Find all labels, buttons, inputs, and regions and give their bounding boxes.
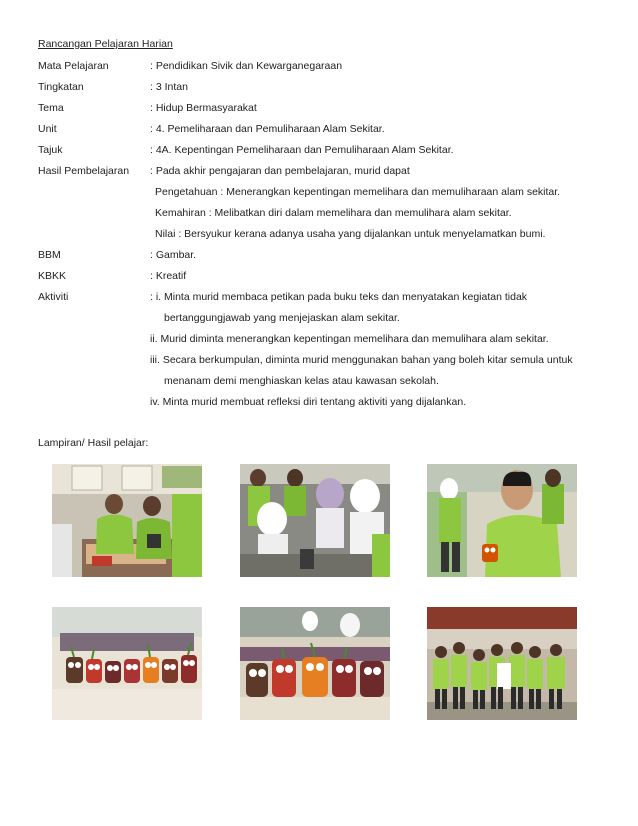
activity-line: menanam demi menghiaskan kelas atau kawasan sekolah. bbox=[164, 375, 439, 387]
field-label: Hasil Pembelajaran bbox=[38, 165, 130, 177]
outcome-skill: Kemahiran : Melibatkan diri dalam memelihara dan memulihara alam sekitar. bbox=[155, 207, 512, 219]
photo-group-portrait bbox=[427, 607, 577, 720]
field-label: Unit bbox=[38, 123, 57, 135]
activity-line: iii. Secara berkumpulan, diminta murid menggunakan bahan yang boleh kitar semula untuk bbox=[150, 354, 573, 366]
field-value: : 4A. Kepentingan Pemeliharaan dan Pemuliharaan Alam Sekitar. bbox=[150, 144, 454, 156]
photo-planters-row bbox=[52, 607, 202, 720]
field-label: Tingkatan bbox=[38, 81, 84, 93]
document-title: Rancangan Pelajaran Harian bbox=[38, 38, 173, 50]
attachments-label: Lampiran/ Hasil pelajar: bbox=[38, 437, 149, 449]
photo-planters-closeup bbox=[240, 607, 390, 720]
field-value: : Gambar. bbox=[150, 249, 197, 261]
photo-students-at-table bbox=[52, 464, 202, 577]
field-value: : Pada akhir pengajaran dan pembelajaran, murid dapat bbox=[150, 165, 410, 177]
field-value: : Kreatif bbox=[150, 270, 187, 282]
field-value: : Hidup Bermasyarakat bbox=[150, 102, 257, 114]
activity-line: ii. Murid diminta menerangkan kepentingan memelihara dan memulihara alam sekitar. bbox=[150, 333, 549, 345]
field-label: Aktiviti bbox=[38, 291, 69, 303]
field-value: : Pendidikan Sivik dan Kewarganegaraan bbox=[150, 60, 343, 72]
field-label: Tajuk bbox=[38, 144, 63, 156]
field-value: : 3 Intan bbox=[150, 81, 188, 93]
activity-line: iv. Minta murid membuat refleksi diri tentang aktiviti yang dijalankan. bbox=[150, 396, 467, 408]
field-label: Mata Pelajaran bbox=[38, 60, 109, 72]
field-label: BBM bbox=[38, 249, 61, 261]
outcome-value: Nilai : Bersyukur kerana adanya usaha yang dijalankan untuk menyelamatkan bumi. bbox=[155, 228, 546, 240]
activity-line: bertanggungjawab yang menjejaskan alam sekitar. bbox=[164, 312, 400, 324]
field-label: Tema bbox=[38, 102, 64, 114]
field-value: : i. Minta murid membaca petikan pada buku teks dan menyatakan kegiatan tidak bbox=[150, 291, 528, 303]
field-value: : 4. Pemeliharaan dan Pemuliharaan Alam Sekitar. bbox=[150, 123, 385, 135]
photo-group-activity bbox=[240, 464, 390, 577]
field-label: KBKK bbox=[38, 270, 67, 282]
outcome-knowledge: Pengetahuan : Menerangkan kepentingan memelihara dan memuliharaan alam sekitar. bbox=[155, 186, 561, 198]
photo-student-with-planter bbox=[427, 464, 577, 577]
